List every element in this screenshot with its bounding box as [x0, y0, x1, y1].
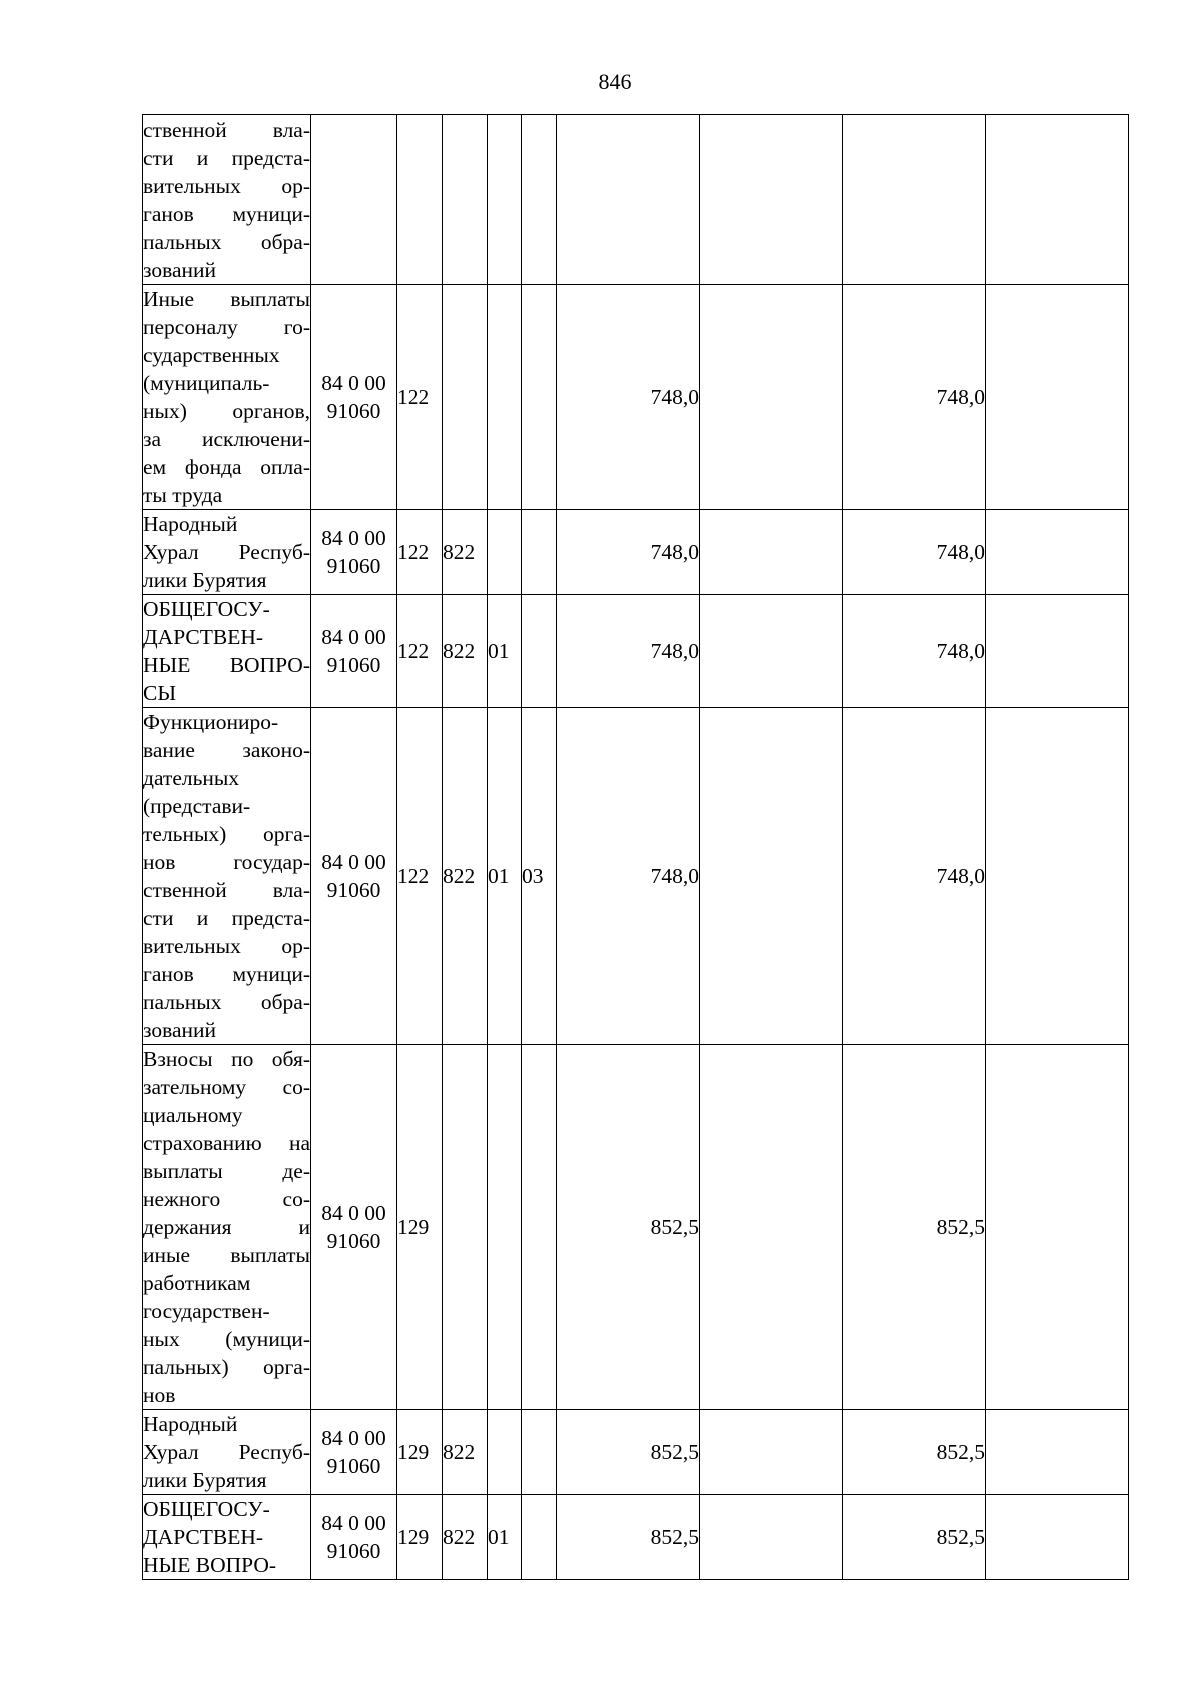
- name-line: ных) органов,: [143, 399, 310, 423]
- name-line: нов: [143, 1383, 176, 1407]
- cell-sum: 748,0: [557, 708, 700, 1045]
- name-line: выплаты де-: [143, 1159, 310, 1183]
- cell-rz: [488, 285, 522, 510]
- name-line: дательных: [143, 766, 240, 790]
- table-row: [143, 115, 1129, 285]
- name-line: ственной вла-: [143, 878, 310, 902]
- name-line: пальных обра-: [143, 229, 310, 254]
- name-line: ты труда: [143, 483, 223, 507]
- cell-rz: 01: [488, 595, 522, 708]
- cell-pr: [522, 1410, 557, 1495]
- table-row: [143, 1045, 1129, 1410]
- name-line: Взносы по обя-: [143, 1047, 310, 1071]
- name-line: страхованию на: [143, 1131, 310, 1155]
- cell-name: [143, 115, 311, 285]
- name-line: сти и предста-: [143, 906, 310, 930]
- cell-empty: [986, 708, 1129, 1045]
- cell-grbs: [443, 1045, 488, 1410]
- name-line: нежного со-: [143, 1187, 310, 1211]
- name-line: персоналу го-: [143, 315, 310, 339]
- cell-sum2: 748,0: [843, 708, 986, 1045]
- name-line: зований: [143, 1018, 217, 1042]
- cell-sum: 852,5: [557, 1410, 700, 1495]
- cell-empty: [700, 1045, 843, 1410]
- cell-sum2: [843, 115, 986, 285]
- cell-vr: 122: [397, 708, 443, 1045]
- cell-vr: 129: [397, 1410, 443, 1495]
- name-line: лики Бурятия: [143, 568, 267, 592]
- cell-grbs: [443, 115, 488, 285]
- cell-sum: 748,0: [557, 510, 700, 595]
- cell-grbs: 822: [443, 595, 488, 708]
- cell-pr: 03: [522, 708, 557, 1045]
- csr-part: 84 0 00: [321, 625, 386, 649]
- cell-sum2: 748,0: [843, 510, 986, 595]
- csr-part: 84 0 00: [321, 1201, 386, 1225]
- cell-empty: [700, 285, 843, 510]
- name-line: ных (муници-: [143, 1327, 310, 1351]
- budget-table: [142, 114, 1129, 1580]
- cell-name: [143, 510, 311, 595]
- cell-name: [143, 1045, 311, 1410]
- name-line: ДАРСТВЕН-: [143, 625, 264, 649]
- cell-sum2: 852,5: [843, 1410, 986, 1495]
- table-row: [143, 510, 1129, 595]
- name-line: лики Бурятия: [143, 1468, 267, 1492]
- cell-vr: [397, 115, 443, 285]
- name-line: нов государ-: [143, 850, 310, 874]
- csr-part: 84 0 00: [321, 850, 386, 874]
- csr-part: 91060: [326, 554, 381, 578]
- table-body: [143, 115, 1129, 1580]
- cell-name: [143, 708, 311, 1045]
- cell-pr: [522, 115, 557, 285]
- name-line: Народный: [143, 512, 238, 536]
- name-line: Хурал Респуб-: [143, 540, 310, 564]
- cell-rz: [488, 1045, 522, 1410]
- cell-pr: [522, 1495, 557, 1580]
- csr-part: 84 0 00: [321, 371, 386, 395]
- cell-vr: 122: [397, 510, 443, 595]
- csr-part: 84 0 00: [321, 1511, 386, 1535]
- cell-csr: [311, 115, 397, 285]
- page-number: 846: [598, 69, 632, 94]
- name-line: НЫЕ ВОПРО-: [143, 653, 310, 677]
- cell-grbs: 822: [443, 1410, 488, 1495]
- cell-empty: [986, 1495, 1129, 1580]
- cell-vr: 122: [397, 285, 443, 510]
- cell-empty: [986, 1045, 1129, 1410]
- cell-vr: 122: [397, 595, 443, 708]
- name-line: зований: [143, 257, 217, 282]
- csr-part: 91060: [326, 399, 381, 423]
- cell-rz: [488, 115, 522, 285]
- cell-empty: [986, 285, 1129, 510]
- cell-grbs: 822: [443, 708, 488, 1045]
- name-line: вание законо-: [143, 738, 310, 762]
- cell-rz: [488, 510, 522, 595]
- cell-sum: 748,0: [557, 595, 700, 708]
- cell-empty: [700, 1495, 843, 1580]
- cell-pr: [522, 510, 557, 595]
- name-line: ганов муници-: [143, 962, 310, 986]
- cell-empty: [700, 708, 843, 1045]
- table-row: [143, 1410, 1129, 1495]
- cell-pr: [522, 595, 557, 708]
- cell-sum2: 748,0: [843, 595, 986, 708]
- cell-csr: [311, 1045, 397, 1410]
- cell-empty: [986, 510, 1129, 595]
- name-line: ем фонда опла-: [143, 455, 310, 479]
- csr-part: 84 0 00: [321, 526, 386, 550]
- cell-pr: [522, 1045, 557, 1410]
- name-line: СЫ: [143, 681, 177, 705]
- csr-part: 91060: [326, 878, 381, 902]
- cell-empty: [700, 1410, 843, 1495]
- cell-sum: 852,5: [557, 1495, 700, 1580]
- name-line: (муниципаль-: [143, 371, 270, 395]
- cell-name: [143, 1410, 311, 1495]
- cell-empty: [986, 1410, 1129, 1495]
- cell-sum2: 852,5: [843, 1045, 986, 1410]
- cell-vr: 129: [397, 1495, 443, 1580]
- csr-part: 91060: [326, 653, 381, 677]
- cell-csr: [311, 285, 397, 510]
- cell-empty: [700, 115, 843, 285]
- cell-grbs: 822: [443, 510, 488, 595]
- cell-csr: [311, 1410, 397, 1495]
- name-line: циальному: [143, 1103, 243, 1127]
- cell-empty: [700, 595, 843, 708]
- cell-csr: [311, 595, 397, 708]
- csr-part: 91060: [326, 1229, 381, 1253]
- name-line: работникам: [143, 1271, 251, 1295]
- name-line: иные выплаты: [143, 1243, 310, 1267]
- cell-sum2: 852,5: [843, 1495, 986, 1580]
- cell-name: [143, 285, 311, 510]
- name-line: за исключени-: [143, 427, 310, 451]
- cell-rz: 01: [488, 708, 522, 1045]
- cell-empty: [700, 510, 843, 595]
- name-line: пальных обра-: [143, 990, 310, 1014]
- cell-vr: 129: [397, 1045, 443, 1410]
- name-line: государствен-: [143, 1299, 270, 1323]
- csr-part: 91060: [326, 1539, 381, 1563]
- table-row: [143, 708, 1129, 1045]
- name-line: вительных ор-: [143, 934, 310, 958]
- cell-csr: [311, 510, 397, 595]
- table-row: [143, 285, 1129, 510]
- name-line: ДАРСТВЕН-: [143, 1525, 264, 1549]
- name-line: сти и предста-: [143, 145, 310, 170]
- cell-grbs: [443, 285, 488, 510]
- cell-sum: [557, 115, 700, 285]
- cell-pr: [522, 285, 557, 510]
- cell-empty: [986, 115, 1129, 285]
- table-row: [143, 1495, 1129, 1580]
- name-line: Народный: [143, 1412, 238, 1436]
- cell-empty: [986, 595, 1129, 708]
- cell-csr: [311, 708, 397, 1045]
- cell-csr: [311, 1495, 397, 1580]
- cell-name: [143, 1495, 311, 1580]
- name-line: Иные выплаты: [143, 287, 310, 311]
- csr-part: 84 0 00: [321, 1426, 386, 1450]
- cell-sum2: 748,0: [843, 285, 986, 510]
- name-line: ОБЩЕГОСУ-: [143, 1497, 270, 1521]
- name-line: держания и: [143, 1215, 310, 1239]
- name-line: пальных) орга-: [143, 1355, 310, 1379]
- name-line: НЫЕ ВОПРО-: [143, 1553, 277, 1577]
- cell-sum: 852,5: [557, 1045, 700, 1410]
- name-line: сударственных: [143, 343, 280, 367]
- cell-grbs: 822: [443, 1495, 488, 1580]
- cell-name: [143, 595, 311, 708]
- cell-rz: [488, 1410, 522, 1495]
- cell-rz: 01: [488, 1495, 522, 1580]
- table-row: [143, 595, 1129, 708]
- name-line: ственной вла-: [143, 117, 310, 142]
- name-line: ОБЩЕГОСУ-: [143, 597, 270, 621]
- name-line: тельных) орга-: [143, 822, 310, 846]
- csr-part: 91060: [326, 1454, 381, 1478]
- name-line: зательному со-: [143, 1075, 310, 1099]
- name-line: (представи-: [143, 794, 251, 818]
- name-line: Функциониро-: [143, 710, 279, 734]
- name-line: вительных ор-: [143, 173, 310, 198]
- cell-sum: 748,0: [557, 285, 700, 510]
- name-line: Хурал Респуб-: [143, 1440, 310, 1464]
- name-line: ганов муници-: [143, 201, 310, 226]
